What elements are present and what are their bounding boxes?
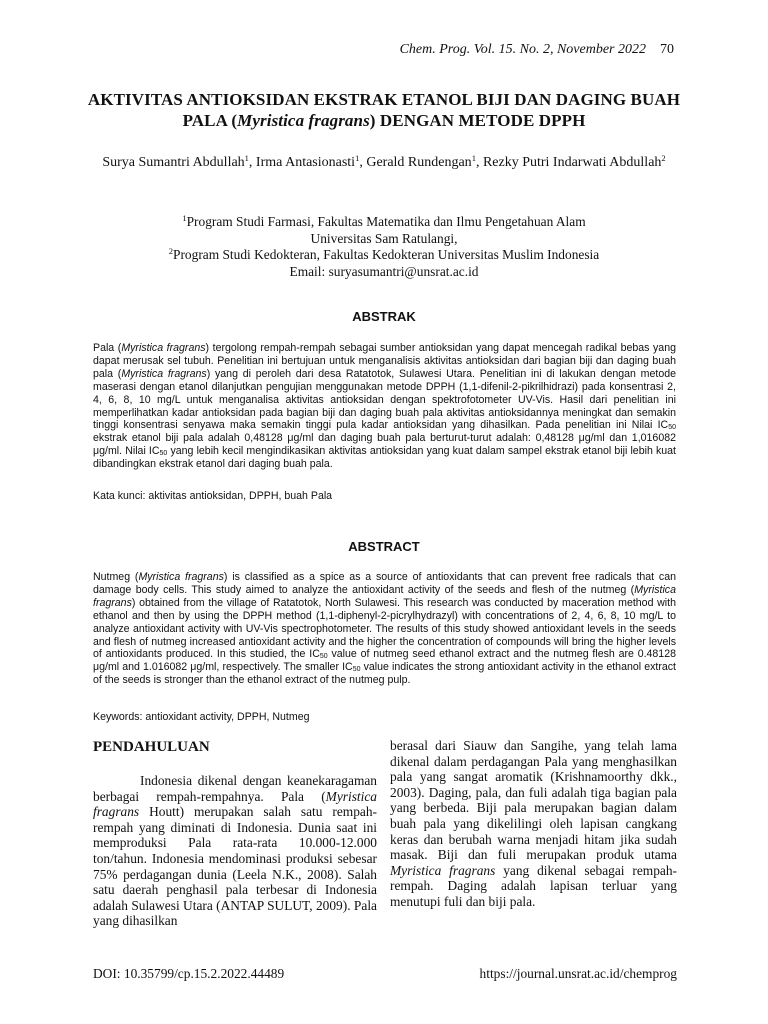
- abstract-text: value indicates the strong antioxidant activity in the ethanol extract of the seeds is stronger than the ethanol extract of the nutmeg pulp.: [93, 661, 676, 687]
- species-name: Myristica fragrans: [390, 862, 496, 878]
- author-name: , Gerald Rundengan: [359, 155, 472, 170]
- species-name: Myristica fragrans: [93, 788, 377, 820]
- paper-title: [80, 89, 688, 131]
- author-name: , Irma Antasionasti: [248, 155, 356, 170]
- affiliation-line: [90, 247, 678, 264]
- body-column-right: [390, 738, 677, 910]
- author-affiliation-marker: 1: [244, 153, 249, 163]
- author-name: Surya Sumantri Abdullah: [102, 155, 245, 170]
- subscript: 50: [159, 450, 168, 458]
- author-affiliation-marker: 1: [471, 153, 476, 163]
- author-list: [90, 150, 678, 175]
- body-text: berasal dari Siauw dan Sangihe, yang telah lama dikenal dalam perdagangan Pala yang menghasilkan pala yang sangat aromatik (Krishnamoorthy dkk., 2003). Daging, pala, dan fuli adalah tiga bagian pala yang berbeda. Biji pala merupakan bagian dalam buah pala yang dikelilingi oleh lapisan cangkang keras dan berubah warna menjadi hitam jika sudah masak. Biji dan fuli merupakan produk utama: [390, 738, 677, 863]
- subscript: 50: [319, 653, 328, 661]
- abstract-text: ) obtained from the village of Ratatotok, North Sulawesi. This research was conducted by maceration method with ethanol and then by using the DPPH method (1,1-diphenyl-2-picrylhydrazyl) with concentrations of 2, 4, 6, 8, 10 mg/L to analyze antioxidant activity with UV-Vis spectrophotometer. The results of this study showed antioxidant levels in the seeds and flesh of nutmeg increased antioxidant activity and the higher the concentration of compounds will bring the higher levels of antioxidants produced. In this studied, the IC: [93, 596, 676, 661]
- page-number: 70: [660, 42, 674, 57]
- keywords: Keywords: antioxidant activity, DPPH, Nutmeg: [93, 711, 310, 723]
- species-name: Myristica fragrans: [121, 342, 206, 354]
- kata-kunci: Kata kunci: aktivitas antioksidan, DPPH, buah Pala: [93, 490, 333, 502]
- species-name: Myristica fragrans: [93, 583, 676, 609]
- author-affiliation-marker: 1: [355, 153, 360, 163]
- abstract-heading: ABSTRACT: [348, 539, 420, 554]
- title-species-name: Myristica fragrans: [237, 111, 370, 130]
- journal-url-link[interactable]: https://journal.unsrat.ac.id/chemprog: [479, 966, 677, 981]
- affiliation-line: [90, 214, 678, 231]
- subscript: 50: [668, 424, 676, 432]
- subscript: 50: [352, 666, 361, 674]
- abstract-text: ) is classified as a spice as a source of antioxidants that can prevent free radicals that can damage body cells. This study aimed to analyze the antioxidant activity of the seeds and flesh of the nutmeg (: [93, 571, 676, 596]
- abstrak-text: ) yang di peroleh dari desa Ratatotok, Sulawesi Utara. Penelitian ini di lakukan dengan metode maserasi dengan etanol dilanjutkan pengujian menggunakan metode DPPH (1,1-difenil-2-pikrilhidrazi) pada konsentrasi 2, 4, 6, 8, 10 mg/L untuk menganalisa aktivitas antioksidan dengan spektrofotometer UV-Vis. Hasil dari penelitian ini memperlihatkan kadar antioksidan pada bagian biji dan daging buah pala aktivitas antioksidannya meningkat dan semakin tinggi konsentrasi senyawa maka semakin tinggi pula kadar antioksidan yang dihasilkan. Pada penelitian ini Nilai IC: [93, 367, 677, 432]
- title-text-part2: ) DENGAN METODE DPPH: [369, 111, 586, 130]
- abstract-body: [93, 571, 676, 687]
- abstrak-text: Pala (: [93, 342, 122, 354]
- affiliation-text: Program Studi Kedokteran, Fakultas Kedokteran Universitas Muslim Indonesia: [173, 247, 600, 262]
- body-column-left: [93, 773, 377, 929]
- contact-email: Email: suryasumantri@unsrat.ac.id: [289, 263, 479, 279]
- species-name: Myristica fragrans: [138, 571, 224, 583]
- affiliation-marker: 2: [168, 246, 174, 256]
- affiliation-marker: 1: [182, 213, 187, 223]
- author-name: , Rezky Putri Indarwati Abdullah: [475, 155, 662, 170]
- author-affiliation-marker: 2: [661, 153, 666, 163]
- affiliation-text: Program Studi Farmasi, Fakultas Matematika dan Ilmu Pengetahuan Alam: [186, 214, 586, 229]
- section-heading-pendahuluan: PENDAHULUAN: [93, 739, 210, 755]
- body-text: Houtt) merupakan salah satu rempah-rempah yang diminati di Indonesia. Dunia saat ini memproduksi Pala rata-rata 10.000-12.000 ton/tahun. Indonesia mendominasi produksi sebesar 75% perdagangan dunia (Leela N.K., 2008). Salah satu daerah penghasil pala terbesar di Indonesia adalah Sulawesi Utara (ANTAP SULUT, 2009). Pala yang dihasilkan: [93, 804, 377, 929]
- abstrak-heading: ABSTRAK: [352, 309, 416, 324]
- body-paragraph: [390, 738, 677, 910]
- abstrak-body: [93, 342, 676, 471]
- title-text-part1: AKTIVITAS ANTIOKSIDAN EKSTRAK ETANOL BIJI DAN DAGING BUAH PALA (: [87, 90, 681, 130]
- doi-text: DOI: 10.35799/cp.15.2.2022.44489: [93, 966, 285, 981]
- running-header: [0, 42, 768, 58]
- abstract-text: value of nutmeg seed ethanol extract and the nutmeg flesh are 0.48128 μg/ml and 1.016082 μg/ml, respectively. The smaller IC: [93, 648, 676, 674]
- abstrak-text: ) tergolong rempah-rempah sebagai sumber antioksidan yang dapat mencegah radikal bebas yang dapat merusak sel tubuh. Penelitian ini bertujuan untuk menganalisis aktivitas antioksidan dari bagian biji dan daging buah pala (: [93, 342, 676, 380]
- abstract-text: Nutmeg (: [93, 571, 139, 583]
- abstrak-text: yang lebih kecil mengindikasikan aktivitas antioksidan yang kuat dalam sampel ekstrak etanol biji lebih kuat dibandingkan ekstrak etanol dari daging buah pala.: [93, 445, 676, 471]
- affiliation-line: Universitas Sam Ratulangi,: [310, 230, 458, 246]
- body-text: Indonesia dikenal dengan keanekaragaman berbagai rempah-rempahnya. Pala (: [93, 773, 377, 804]
- abstrak-text: ekstrak etanol biji pala adalah 0,48128 μg/ml dan daging buah pala berturut-turut adalah: 0,48128 μg/ml dan 1,016082 μg/ml. Nilai IC: [93, 432, 676, 458]
- body-text: yang dikenal sebagai rempah-rempah. Daging adalah lapisan terluar yang menutupi fuli dan biji pala.: [390, 862, 677, 909]
- affiliations: [90, 214, 678, 280]
- body-paragraph: [93, 773, 377, 929]
- species-name: Myristica fragrans: [121, 367, 207, 380]
- journal-citation: Chem. Prog. Vol. 15. No. 2, November 2022: [399, 42, 646, 57]
